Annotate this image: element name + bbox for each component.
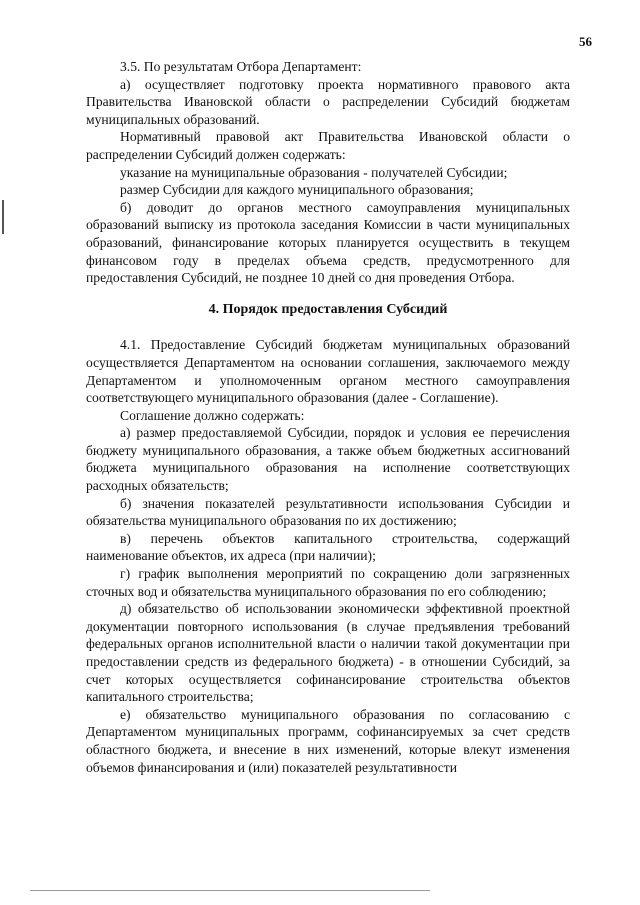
paragraph: а) осуществляет подготовку проекта нормативного правового акта Правительства Ивановской области о распределении Субсидий бюджетам муниципальных образований. xyxy=(86,76,570,127)
paragraph: Соглашение должно содержать: xyxy=(120,407,305,423)
paragraph: б) значения показателей результативности использования Субсидии и обязательства муниципального образования по их достижению; xyxy=(86,495,570,529)
paragraph: г) график выполнения мероприятий по сокращению доли загрязненных сточных вод и обязательства муниципального образования по его соблюдению; xyxy=(86,566,570,599)
scan-artifact-mark xyxy=(2,200,4,234)
page-number: 56 xyxy=(579,34,592,49)
paragraph: 4.1. Предоставление Субсидий бюджетам муниципальных образований осуществляется Департаментом на основании соглашения, заключаемого между Департаментом и уполномоченным органом местного самоуправления соответствующего муниципального образования (далее - Соглашение). xyxy=(86,337,570,406)
paragraph: е) обязательство муниципального образования по согласованию с Департаментом муниципальных программ, софинансируемых за счет средств областного бюджета, и внесение в них изменений, которые влекут изменения объемов финансирования и (или) показателей результативности xyxy=(86,706,570,775)
paragraph: размер Субсидии для каждого муниципального образования; xyxy=(120,182,474,198)
document-body xyxy=(86,58,570,776)
paragraph: б) доводит до органов местного самоуправления муниципальных образований выписку из протокола заседания Комиссии в части муниципальных образований, финансирование которых планируется осуществить в текущем финансовом году в пределах объема средств, предусмотренного для предоставления Субсидий, не позднее 10 дней со дня проведения Отбора. xyxy=(86,199,570,286)
paragraph: Нормативный правовой акт Правительства Ивановской области о распределении Субсидий должен содержать: xyxy=(86,129,570,162)
section-heading: 4. Порядок предоставления Субсидий xyxy=(208,301,448,317)
scan-artifact-line xyxy=(30,890,430,891)
paragraph: д) обязательство об использовании экономически эффективной проектной документации повторного использования (в случае предъявления требований федеральных органов исполнительной власти о наличии такой документации при предоставлении средств из федерального бюджета) - в отношении Субсидий, за счет которых осуществляется софинансирование строительства объектов капитального строительства; xyxy=(86,601,570,705)
paragraph: указание на муниципальные образования - получателей Субсидии; xyxy=(120,164,508,180)
paragraph: 3.5. По результатам Отбора Департамент: xyxy=(120,59,362,74)
paragraph: а) размер предоставляемой Субсидии, порядок и условия ее перечисления бюджету муниципального образования, а также объем бюджетных ассигнований бюджета муниципального образования на исполнение соответствующих расходных обязательств; xyxy=(86,425,570,494)
paragraph: в) перечень объектов капитального строительства, содержащий наименование объектов, их адреса (при наличии); xyxy=(86,530,570,564)
